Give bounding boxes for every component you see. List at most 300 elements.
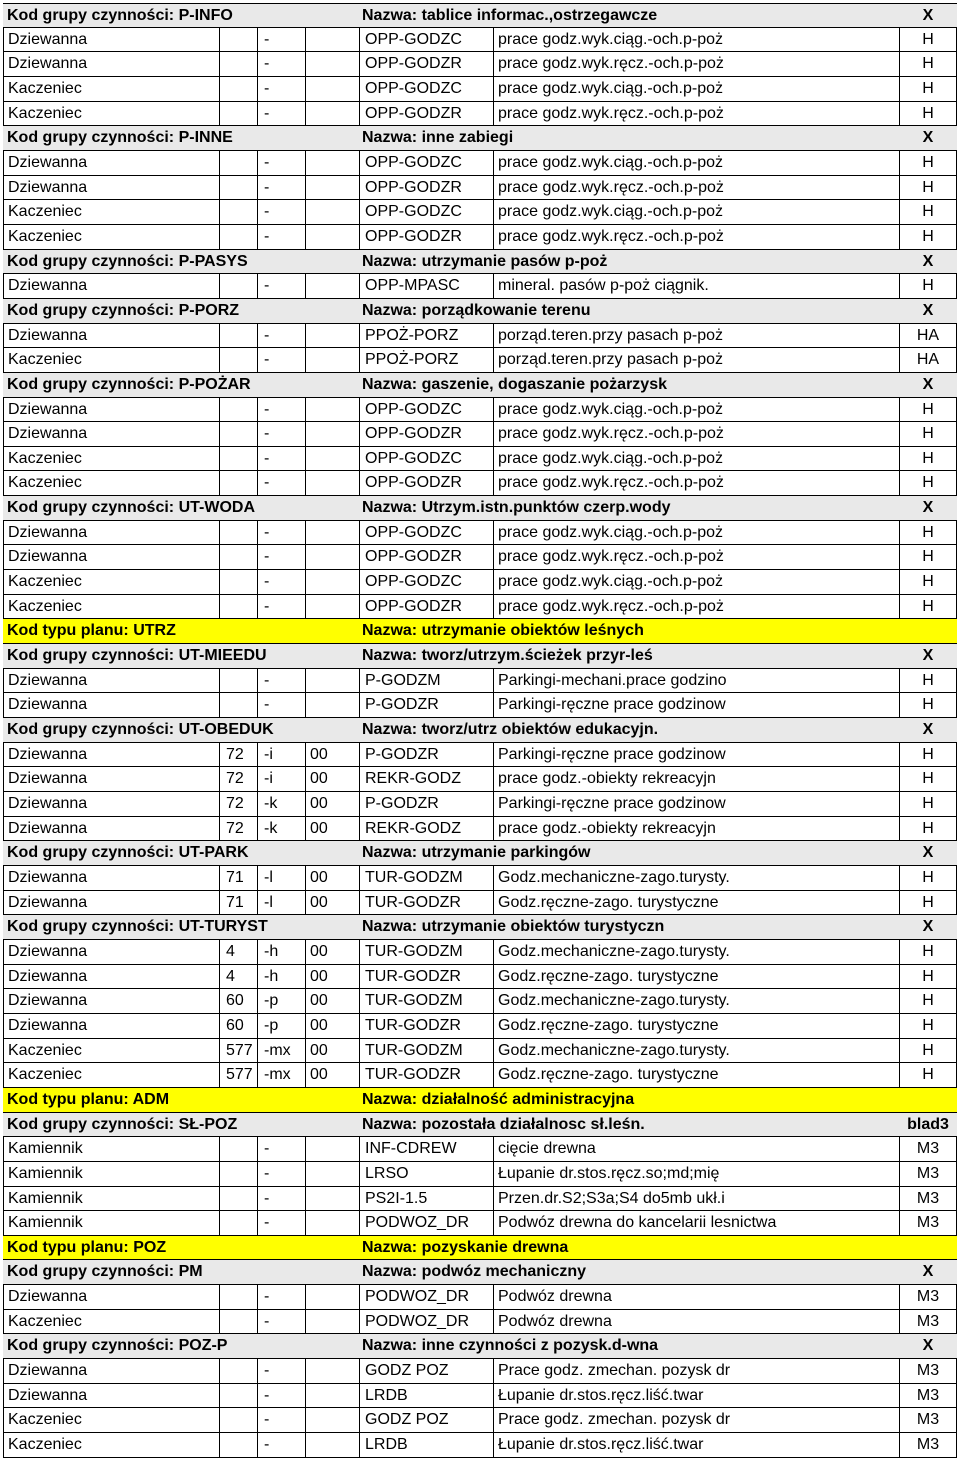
subcompartment-cell: - [257, 1408, 305, 1432]
subcompartment-cell: - [257, 176, 305, 200]
compartment-number-cell [219, 1162, 257, 1186]
rate-code-cell: PODWOZ_DR [359, 1285, 493, 1309]
description-cell: cięcie drewna [493, 1137, 899, 1161]
subcompartment-cell: -h [257, 940, 305, 964]
compartment-number-cell: 72 [219, 743, 257, 767]
section-cell [305, 570, 359, 594]
description-cell: prace godz.wyk.ręcz.-och.p-poż [493, 471, 899, 495]
section-cell: 00 [305, 940, 359, 964]
table-row [3, 1211, 957, 1236]
compartment-number-cell [219, 274, 257, 298]
unit-cell: H [899, 1039, 957, 1063]
unit-cell: H [899, 743, 957, 767]
forester-cell: Dziewanna [3, 521, 219, 545]
section-cell [305, 348, 359, 372]
rate-code-cell: INF-CDREW [359, 1137, 493, 1161]
table-row [3, 595, 957, 620]
table-row [3, 52, 957, 77]
forester-cell: Dziewanna [3, 989, 219, 1013]
section-cell [305, 447, 359, 471]
activity-group-header-row [3, 1334, 957, 1359]
table-row [3, 28, 957, 53]
forester-cell: Kaczeniec [3, 595, 219, 619]
group-code: Kod grupy czynności: P-PORZ [7, 301, 240, 319]
section-cell [305, 225, 359, 249]
forester-cell: Dziewanna [3, 743, 219, 767]
subcompartment-cell: -l [257, 891, 305, 915]
section-cell [305, 1211, 359, 1235]
rate-code-cell: TUR-GODZR [359, 1063, 493, 1087]
group-code: Kod grupy czynności: P-INNE [7, 129, 233, 147]
unit-cell: HA [899, 348, 957, 372]
compartment-number-cell [219, 447, 257, 471]
rate-code-cell: TUR-GODZR [359, 891, 493, 915]
unit-cell: H [899, 176, 957, 200]
compartment-number-cell [219, 595, 257, 619]
description-cell: prace godz.wyk.ręcz.-och.p-poż [493, 225, 899, 249]
unit-cell: H [899, 274, 957, 298]
section-cell [305, 1285, 359, 1309]
rate-code-cell: OPP-GODZC [359, 28, 493, 52]
rate-code-cell: TUR-GODZM [359, 989, 493, 1013]
section-cell [305, 1359, 359, 1383]
group-unit: X [922, 375, 934, 393]
forester-cell: Dziewanna [3, 1359, 219, 1383]
compartment-number-cell [219, 422, 257, 446]
table-row [3, 989, 957, 1014]
plan-type-name: Nazwa: pozyskanie drewna [362, 1238, 569, 1256]
rate-code-cell: OPP-GODZR [359, 595, 493, 619]
forester-cell: Kaczeniec [3, 77, 219, 101]
subcompartment-cell: - [257, 225, 305, 249]
table-row [3, 1310, 957, 1335]
compartment-number-cell [219, 348, 257, 372]
table-row [3, 1384, 957, 1409]
section-cell [305, 1187, 359, 1211]
unit-cell: H [899, 398, 957, 422]
rate-code-cell: P-GODZR [359, 792, 493, 816]
compartment-number-cell [219, 1310, 257, 1334]
unit-cell: H [899, 447, 957, 471]
subcompartment-cell: - [257, 1187, 305, 1211]
subcompartment-cell: - [257, 324, 305, 348]
section-cell [305, 1310, 359, 1334]
rate-code-cell: OPP-MPASC [359, 274, 493, 298]
unit-cell: H [899, 77, 957, 101]
compartment-number-cell [219, 471, 257, 495]
compartment-number-cell: 577 [219, 1063, 257, 1087]
description-cell: prace godz.wyk.ciąg.-och.p-poż [493, 570, 899, 594]
description-cell: Łupanie dr.stos.ręcz.liść.twar [493, 1433, 899, 1457]
forester-cell: Kaczeniec [3, 1310, 219, 1334]
subcompartment-cell: -i [257, 743, 305, 767]
group-code: Kod grupy czynności: UT-TURYST [7, 918, 268, 936]
section-cell [305, 1384, 359, 1408]
section-cell [305, 545, 359, 569]
compartment-number-cell [219, 200, 257, 224]
subcompartment-cell: -mx [257, 1063, 305, 1087]
rate-code-cell: OPP-GODZR [359, 471, 493, 495]
rate-code-cell: TUR-GODZM [359, 866, 493, 890]
table-row [3, 743, 957, 768]
forester-cell: Dziewanna [3, 792, 219, 816]
table-row [3, 348, 957, 373]
description-cell: Podwóz drewna [493, 1310, 899, 1334]
compartment-number-cell [219, 1187, 257, 1211]
rate-code-cell: PPOŻ-PORZ [359, 348, 493, 372]
rate-code-cell: TUR-GODZR [359, 1014, 493, 1038]
subcompartment-cell: -l [257, 866, 305, 890]
subcompartment-cell: - [257, 1384, 305, 1408]
compartment-number-cell: 4 [219, 940, 257, 964]
group-name: Nazwa: utrzymanie pasów p-poż [362, 252, 608, 270]
unit-cell: HA [899, 324, 957, 348]
group-code: Kod grupy czynności: P-PASYS [7, 252, 248, 270]
subcompartment-cell: - [257, 471, 305, 495]
table-row [3, 891, 957, 916]
rate-code-cell: GODZ POZ [359, 1408, 493, 1432]
subcompartment-cell: - [257, 274, 305, 298]
table-row [3, 398, 957, 423]
forester-cell: Kaczeniec [3, 570, 219, 594]
activity-group-header-row [3, 718, 957, 743]
group-unit: X [922, 1337, 934, 1355]
unit-cell: M3 [899, 1285, 957, 1309]
group-name: Nazwa: Utrzym.istn.punktów czerp.wody [362, 499, 671, 517]
unit-cell: H [899, 225, 957, 249]
rate-code-cell: OPP-GODZR [359, 176, 493, 200]
group-code: Kod grupy czynności: P-POŻAR [7, 375, 251, 393]
forester-cell: Dziewanna [3, 151, 219, 175]
table-row [3, 1285, 957, 1310]
forester-cell: Dziewanna [3, 422, 219, 446]
group-code: Kod grupy czynności: UT-WODA [7, 499, 255, 517]
group-name: Nazwa: utrzymanie parkingów [362, 844, 591, 862]
unit-cell: H [899, 891, 957, 915]
description-cell: Podwóz drewna do kancelarii lesnictwa [493, 1211, 899, 1235]
group-unit: blad3 [907, 1115, 949, 1133]
activity-group-header-row [3, 1113, 957, 1138]
section-cell: 00 [305, 792, 359, 816]
unit-cell: M3 [899, 1162, 957, 1186]
group-unit: X [922, 499, 934, 517]
compartment-number-cell: 577 [219, 1039, 257, 1063]
compartment-number-cell [219, 669, 257, 693]
table-row [3, 767, 957, 792]
table-row [3, 1137, 957, 1162]
unit-cell: M3 [899, 1359, 957, 1383]
section-cell [305, 669, 359, 693]
compartment-number-cell [219, 225, 257, 249]
description-cell: Godz.ręczne-zago. turystyczne [493, 1063, 899, 1087]
rate-code-cell: OPP-GODZR [359, 422, 493, 446]
group-unit: X [922, 918, 934, 936]
subcompartment-cell: - [257, 52, 305, 76]
section-cell: 00 [305, 1063, 359, 1087]
rate-code-cell: TUR-GODZM [359, 1039, 493, 1063]
group-code: Kod grupy czynności: PM [7, 1263, 203, 1281]
subcompartment-cell: - [257, 1211, 305, 1235]
compartment-number-cell [219, 1211, 257, 1235]
subcompartment-cell: - [257, 693, 305, 717]
rate-code-cell: PODWOZ_DR [359, 1310, 493, 1334]
rate-code-cell: TUR-GODZR [359, 965, 493, 989]
rate-code-cell: OPP-GODZR [359, 102, 493, 126]
compartment-number-cell [219, 324, 257, 348]
subcompartment-cell: - [257, 77, 305, 101]
section-cell: 00 [305, 1014, 359, 1038]
compartment-number-cell: 71 [219, 891, 257, 915]
subcompartment-cell: - [257, 398, 305, 422]
subcompartment-cell: -k [257, 817, 305, 841]
compartment-number-cell [219, 102, 257, 126]
rate-code-cell: P-GODZR [359, 743, 493, 767]
unit-cell: H [899, 521, 957, 545]
section-cell: 00 [305, 866, 359, 890]
rate-code-cell: P-GODZM [359, 669, 493, 693]
compartment-number-cell: 72 [219, 817, 257, 841]
table-row [3, 965, 957, 990]
section-cell [305, 52, 359, 76]
section-cell [305, 1408, 359, 1432]
description-cell: prace godz.wyk.ręcz.-och.p-poż [493, 176, 899, 200]
activity-group-header-row [3, 126, 957, 151]
description-cell: prace godz.wyk.ciąg.-och.p-poż [493, 447, 899, 471]
compartment-number-cell [219, 1384, 257, 1408]
rate-code-cell: P-GODZR [359, 693, 493, 717]
forester-cell: Dziewanna [3, 767, 219, 791]
section-cell [305, 274, 359, 298]
section-cell [305, 28, 359, 52]
table-row [3, 1187, 957, 1212]
section-cell [305, 1433, 359, 1457]
activity-group-header-row [3, 299, 957, 324]
rate-code-cell: OPP-GODZC [359, 200, 493, 224]
table-row [3, 521, 957, 546]
section-cell [305, 1137, 359, 1161]
unit-cell: H [899, 767, 957, 791]
description-cell: prace godz.wyk.ciąg.-och.p-poż [493, 151, 899, 175]
subcompartment-cell: - [257, 669, 305, 693]
table-row [3, 1162, 957, 1187]
table-row [3, 471, 957, 496]
group-name: Nazwa: podwóz mechaniczny [362, 1263, 587, 1281]
plan-type-code: Kod typu planu: POZ [7, 1238, 167, 1256]
group-unit: X [922, 647, 934, 665]
unit-cell: H [899, 422, 957, 446]
rate-code-cell: OPP-GODZR [359, 225, 493, 249]
unit-cell: M3 [899, 1433, 957, 1457]
subcompartment-cell: -mx [257, 1039, 305, 1063]
unit-cell: H [899, 545, 957, 569]
unit-cell: H [899, 965, 957, 989]
rate-code-cell: PS2I-1.5 [359, 1187, 493, 1211]
unit-cell: M3 [899, 1310, 957, 1334]
group-code: Kod grupy czynności: SŁ-POZ [7, 1115, 238, 1133]
description-cell: Łupanie dr.stos.ręcz.liść.twar [493, 1384, 899, 1408]
section-cell: 00 [305, 817, 359, 841]
forester-cell: Kaczeniec [3, 200, 219, 224]
description-cell: Godz.mechaniczne-zago.turysty. [493, 1039, 899, 1063]
subcompartment-cell: - [257, 447, 305, 471]
subcompartment-cell: -h [257, 965, 305, 989]
description-cell: Godz.ręczne-zago. turystyczne [493, 1014, 899, 1038]
table-row [3, 1359, 957, 1384]
forester-cell: Kaczeniec [3, 1433, 219, 1457]
table-row [3, 447, 957, 472]
subcompartment-cell: - [257, 28, 305, 52]
section-cell: 00 [305, 891, 359, 915]
forester-cell: Dziewanna [3, 1285, 219, 1309]
forester-cell: Kaczeniec [3, 1408, 219, 1432]
group-code: Kod grupy czynności: UT-PARK [7, 844, 249, 862]
description-cell: Prace godz. zmechan. pozysk dr [493, 1408, 899, 1432]
section-cell [305, 595, 359, 619]
description-cell: prace godz.wyk.ciąg.-och.p-poż [493, 77, 899, 101]
description-cell: Przen.dr.S2;S3a;S4 do5mb ukł.i [493, 1187, 899, 1211]
rate-code-cell: PPOŻ-PORZ [359, 324, 493, 348]
section-cell [305, 1162, 359, 1186]
compartment-number-cell [219, 398, 257, 422]
section-cell [305, 151, 359, 175]
plan-type-code: Kod typu planu: UTRZ [7, 622, 176, 640]
plan-type-name: Nazwa: działalność administracyjna [362, 1090, 635, 1108]
subcompartment-cell: - [257, 102, 305, 126]
table-row [3, 77, 957, 102]
description-cell: porząd.teren.przy pasach p-poż [493, 324, 899, 348]
description-cell: porząd.teren.przy pasach p-poż [493, 348, 899, 372]
group-name: Nazwa: tworz/utrz obiektów edukacyjn. [362, 721, 659, 739]
description-cell: Godz.mechaniczne-zago.turysty. [493, 989, 899, 1013]
description-cell: prace godz.wyk.ręcz.-och.p-poż [493, 545, 899, 569]
forester-cell: Dziewanna [3, 274, 219, 298]
subcompartment-cell: -i [257, 767, 305, 791]
rate-code-cell: LRDB [359, 1433, 493, 1457]
compartment-number-cell: 71 [219, 866, 257, 890]
description-cell: Parkingi-ręczne prace godzinow [493, 792, 899, 816]
description-cell: prace godz.wyk.ciąg.-och.p-poż [493, 521, 899, 545]
section-cell: 00 [305, 989, 359, 1013]
subcompartment-cell: - [257, 1137, 305, 1161]
rate-code-cell: LRDB [359, 1384, 493, 1408]
table-row [3, 940, 957, 965]
description-cell: prace godz.wyk.ciąg.-och.p-poż [493, 200, 899, 224]
table-row [3, 1014, 957, 1039]
subcompartment-cell: -p [257, 989, 305, 1013]
compartment-number-cell [219, 521, 257, 545]
forester-cell: Dziewanna [3, 1014, 219, 1038]
subcompartment-cell: - [257, 348, 305, 372]
description-cell: Łupanie dr.stos.ręcz.so;md;mię [493, 1162, 899, 1186]
compartment-number-cell [219, 151, 257, 175]
section-cell [305, 398, 359, 422]
unit-cell: H [899, 940, 957, 964]
table-row [3, 693, 957, 718]
compartment-number-cell: 72 [219, 792, 257, 816]
activity-group-header-row [3, 373, 957, 398]
unit-cell: H [899, 989, 957, 1013]
activity-group-header-row [3, 3, 957, 28]
subcompartment-cell: - [257, 1310, 305, 1334]
group-name: Nazwa: tworz/utrzym.ścieżek przyr-leś [362, 647, 653, 665]
forester-cell: Kaczeniec [3, 102, 219, 126]
rate-code-cell: TUR-GODZM [359, 940, 493, 964]
forester-cell: Dziewanna [3, 669, 219, 693]
section-cell [305, 77, 359, 101]
activity-table [3, 3, 957, 1458]
unit-cell: H [899, 866, 957, 890]
description-cell: Podwóz drewna [493, 1285, 899, 1309]
section-cell: 00 [305, 1039, 359, 1063]
activity-group-header-row [3, 496, 957, 521]
section-cell [305, 200, 359, 224]
group-code: Kod grupy czynności: POZ-P [7, 1337, 228, 1355]
table-row [3, 1039, 957, 1064]
forester-cell: Kamiennik [3, 1162, 219, 1186]
description-cell: prace godz.-obiekty rekreacyjn [493, 817, 899, 841]
activity-group-header-row [3, 1260, 957, 1285]
group-name: Nazwa: gaszenie, dogaszanie pożarzysk [362, 375, 667, 393]
description-cell: Godz.ręczne-zago. turystyczne [493, 891, 899, 915]
group-unit: X [922, 844, 934, 862]
compartment-number-cell [219, 1137, 257, 1161]
section-cell: 00 [305, 743, 359, 767]
description-cell: prace godz.wyk.ręcz.-och.p-poż [493, 595, 899, 619]
group-unit: X [922, 7, 934, 24]
subcompartment-cell: -p [257, 1014, 305, 1038]
subcompartment-cell: - [257, 521, 305, 545]
plan-type-header-row [3, 1236, 957, 1261]
unit-cell: M3 [899, 1187, 957, 1211]
forester-cell: Kaczeniec [3, 348, 219, 372]
forester-cell: Kaczeniec [3, 471, 219, 495]
forester-cell: Kamiennik [3, 1137, 219, 1161]
section-cell [305, 521, 359, 545]
table-row [3, 570, 957, 595]
group-name: Nazwa: inne zabiegi [362, 129, 514, 147]
section-cell: 00 [305, 965, 359, 989]
compartment-number-cell [219, 1359, 257, 1383]
group-name: Nazwa: pozostała działalnosc sł.leśn. [362, 1115, 645, 1133]
unit-cell: H [899, 570, 957, 594]
description-cell: prace godz.-obiekty rekreacyjn [493, 767, 899, 791]
compartment-number-cell [219, 52, 257, 76]
compartment-number-cell [219, 176, 257, 200]
plan-type-code: Kod typu planu: ADM [7, 1090, 170, 1108]
compartment-number-cell: 72 [219, 767, 257, 791]
group-name: Nazwa: porządkowanie terenu [362, 301, 591, 319]
rate-code-cell: GODZ POZ [359, 1359, 493, 1383]
group-name: Nazwa: tablice informac.,ostrzegawcze [362, 7, 658, 24]
description-cell: Parkingi-ręczne prace godzinow [493, 743, 899, 767]
description-cell: Godz.ręczne-zago. turystyczne [493, 965, 899, 989]
forester-cell: Dziewanna [3, 324, 219, 348]
unit-cell: M3 [899, 1211, 957, 1235]
unit-cell: H [899, 1014, 957, 1038]
subcompartment-cell: - [257, 570, 305, 594]
unit-cell: H [899, 669, 957, 693]
table-row [3, 817, 957, 842]
activity-group-header-row [3, 250, 957, 275]
table-row [3, 866, 957, 891]
rate-code-cell: OPP-GODZC [359, 447, 493, 471]
rate-code-cell: OPP-GODZC [359, 398, 493, 422]
section-cell: 00 [305, 767, 359, 791]
forester-cell: Dziewanna [3, 176, 219, 200]
compartment-number-cell [219, 28, 257, 52]
rate-code-cell: REKR-GODZ [359, 767, 493, 791]
subcompartment-cell: - [257, 1359, 305, 1383]
